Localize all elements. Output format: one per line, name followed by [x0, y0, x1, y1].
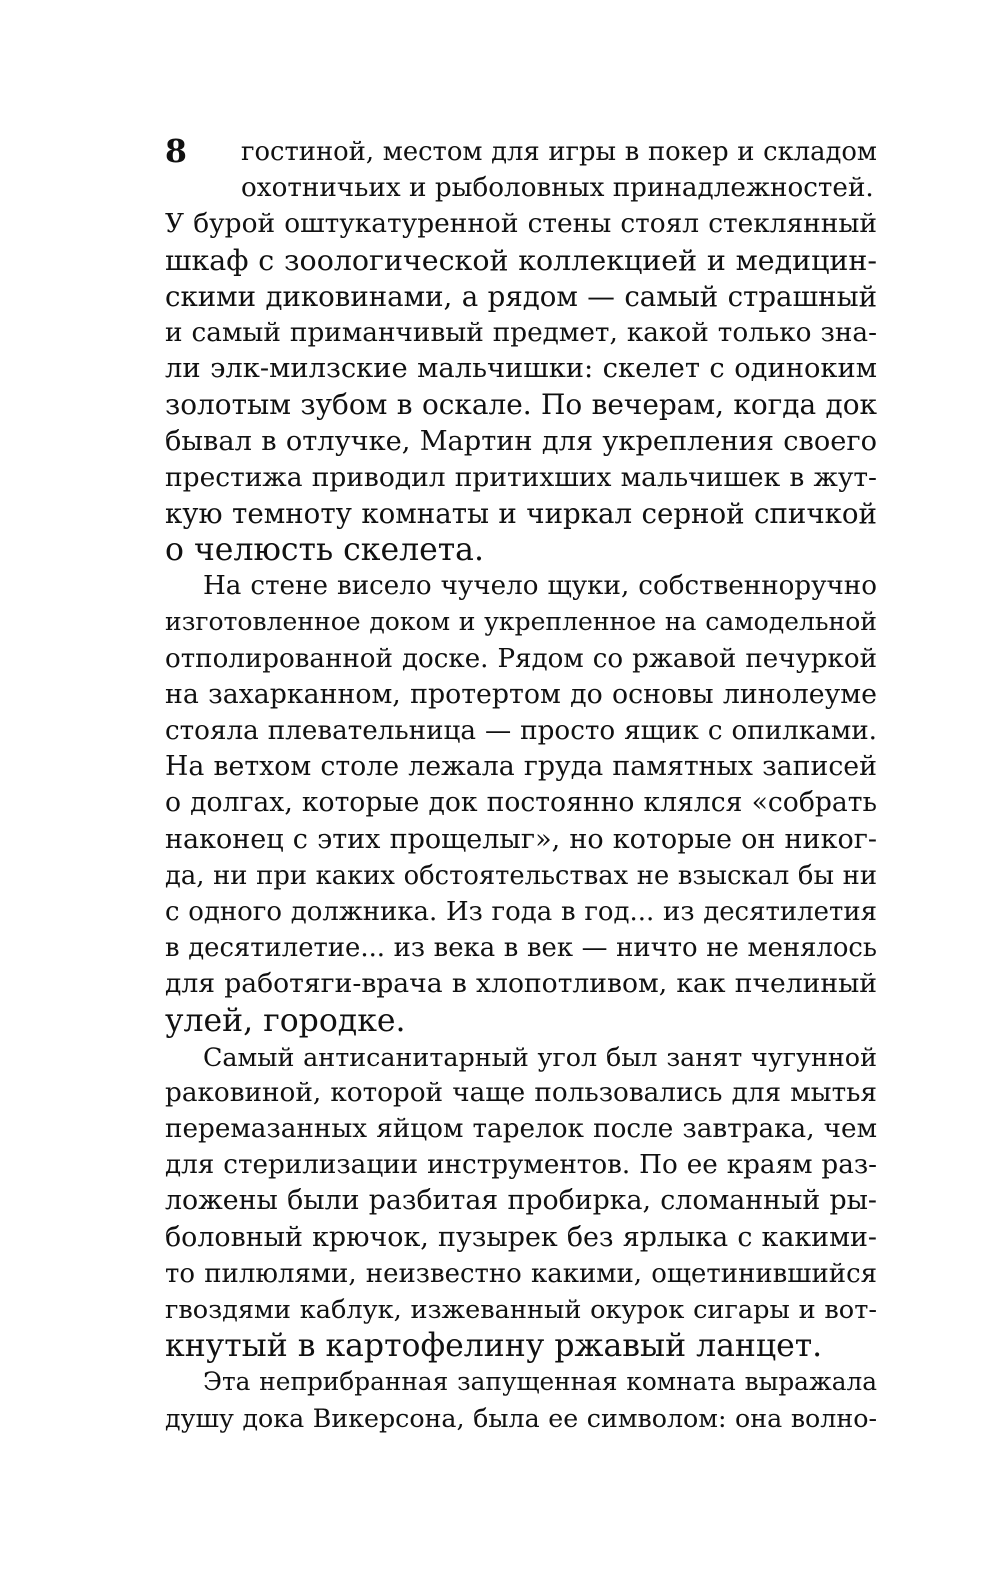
text-line: изготовленное доком и укрепленное на самодельной — [165, 607, 877, 637]
text-line: скими диковинами, а рядом — самый страшный — [165, 279, 877, 313]
text-line: охотничьих и рыболовных принадлежностей. — [241, 173, 874, 204]
paragraph — [165, 1364, 877, 1436]
text-line: с одного должника. Из года в год... из десятилетия — [165, 896, 877, 927]
body-text — [165, 134, 877, 1437]
text-line: престижа приводил притихших мальчишек в жут- — [165, 461, 877, 493]
paragraph — [165, 568, 877, 1038]
text-line: и самый приманчивый предмет, какой только зна- — [165, 317, 877, 348]
text-line: кнутый в картофелину ржавый ланцет. — [165, 1328, 823, 1365]
text-line: ли элк-милзские мальчишки: скелет с одиноким — [165, 353, 877, 385]
text-line: гвоздями каблук, изжеванный окурок сигары и вот- — [165, 1295, 877, 1325]
text-line: о челюсть скелета. — [165, 532, 484, 569]
page-number: 8 — [165, 133, 187, 170]
text-line: ложены были разбитая пробирка, сломанный ры- — [165, 1185, 877, 1217]
text-line: гостиной, местом для игры в покер и складом — [241, 137, 877, 167]
text-line: на захарканном, протертом до основы линолеуме — [165, 678, 877, 710]
text-line: стояла плевательница — просто ящик с опилками. — [165, 716, 877, 746]
text-line: для стерилизации инструментов. По ее краям раз- — [165, 1150, 877, 1181]
text-line: то пилюлями, неизвестно какими, ощетинившийся — [165, 1258, 877, 1289]
text-line: наконец с этих прощелыг», но которые он никог- — [165, 823, 877, 855]
text-line: золотым зубом в оскале. По вечерам, когда док — [165, 388, 877, 422]
text-line: отполированной доске. Рядом со ржавой печуркой — [165, 643, 877, 674]
text-line: в десятилетие... из века в век — ничто не менялось — [165, 933, 877, 964]
paragraph — [165, 134, 877, 568]
text-line: На ветхом столе лежала груда памятных записей — [165, 751, 877, 783]
text-line: для работяги-врача в хлопотливом, как пчелиный — [165, 968, 877, 1000]
text-line: Самый антисанитарный угол был занят чугунной — [203, 1041, 877, 1072]
text-line: У бурой оштукатуренной стены стоял стеклянный — [165, 208, 877, 240]
text-line: о долгах, которые док постоянно клялся «собрать — [165, 787, 877, 819]
text-line: боловный крючок, пузырек без ярлыка с какими- — [165, 1221, 877, 1253]
text-line: бывал в отлучке, Мартин для укрепления своего — [165, 425, 877, 457]
text-line: раковиной, которой чаще пользовались для мытья — [165, 1077, 877, 1108]
paragraph — [165, 1039, 877, 1365]
text-line: кую темноту комнаты и чиркал серной спичкой — [165, 496, 877, 530]
text-line: На стене висело чучело щуки, собственноручно — [203, 571, 877, 602]
text-line: Эта неприбранная запущенная комната выражала — [203, 1367, 877, 1397]
text-line: душу дока Викерсона, была ее символом: она волно- — [165, 1403, 877, 1433]
text-line: да, ни при каких обстоятельствах не взыскал бы ни — [165, 860, 877, 891]
text-line: шкаф с зоологической коллекцией и медицин- — [165, 243, 877, 277]
text-line: перемазанных яйцом тарелок после завтрака, чем — [165, 1114, 877, 1145]
text-line: улей, городке. — [165, 1002, 406, 1039]
